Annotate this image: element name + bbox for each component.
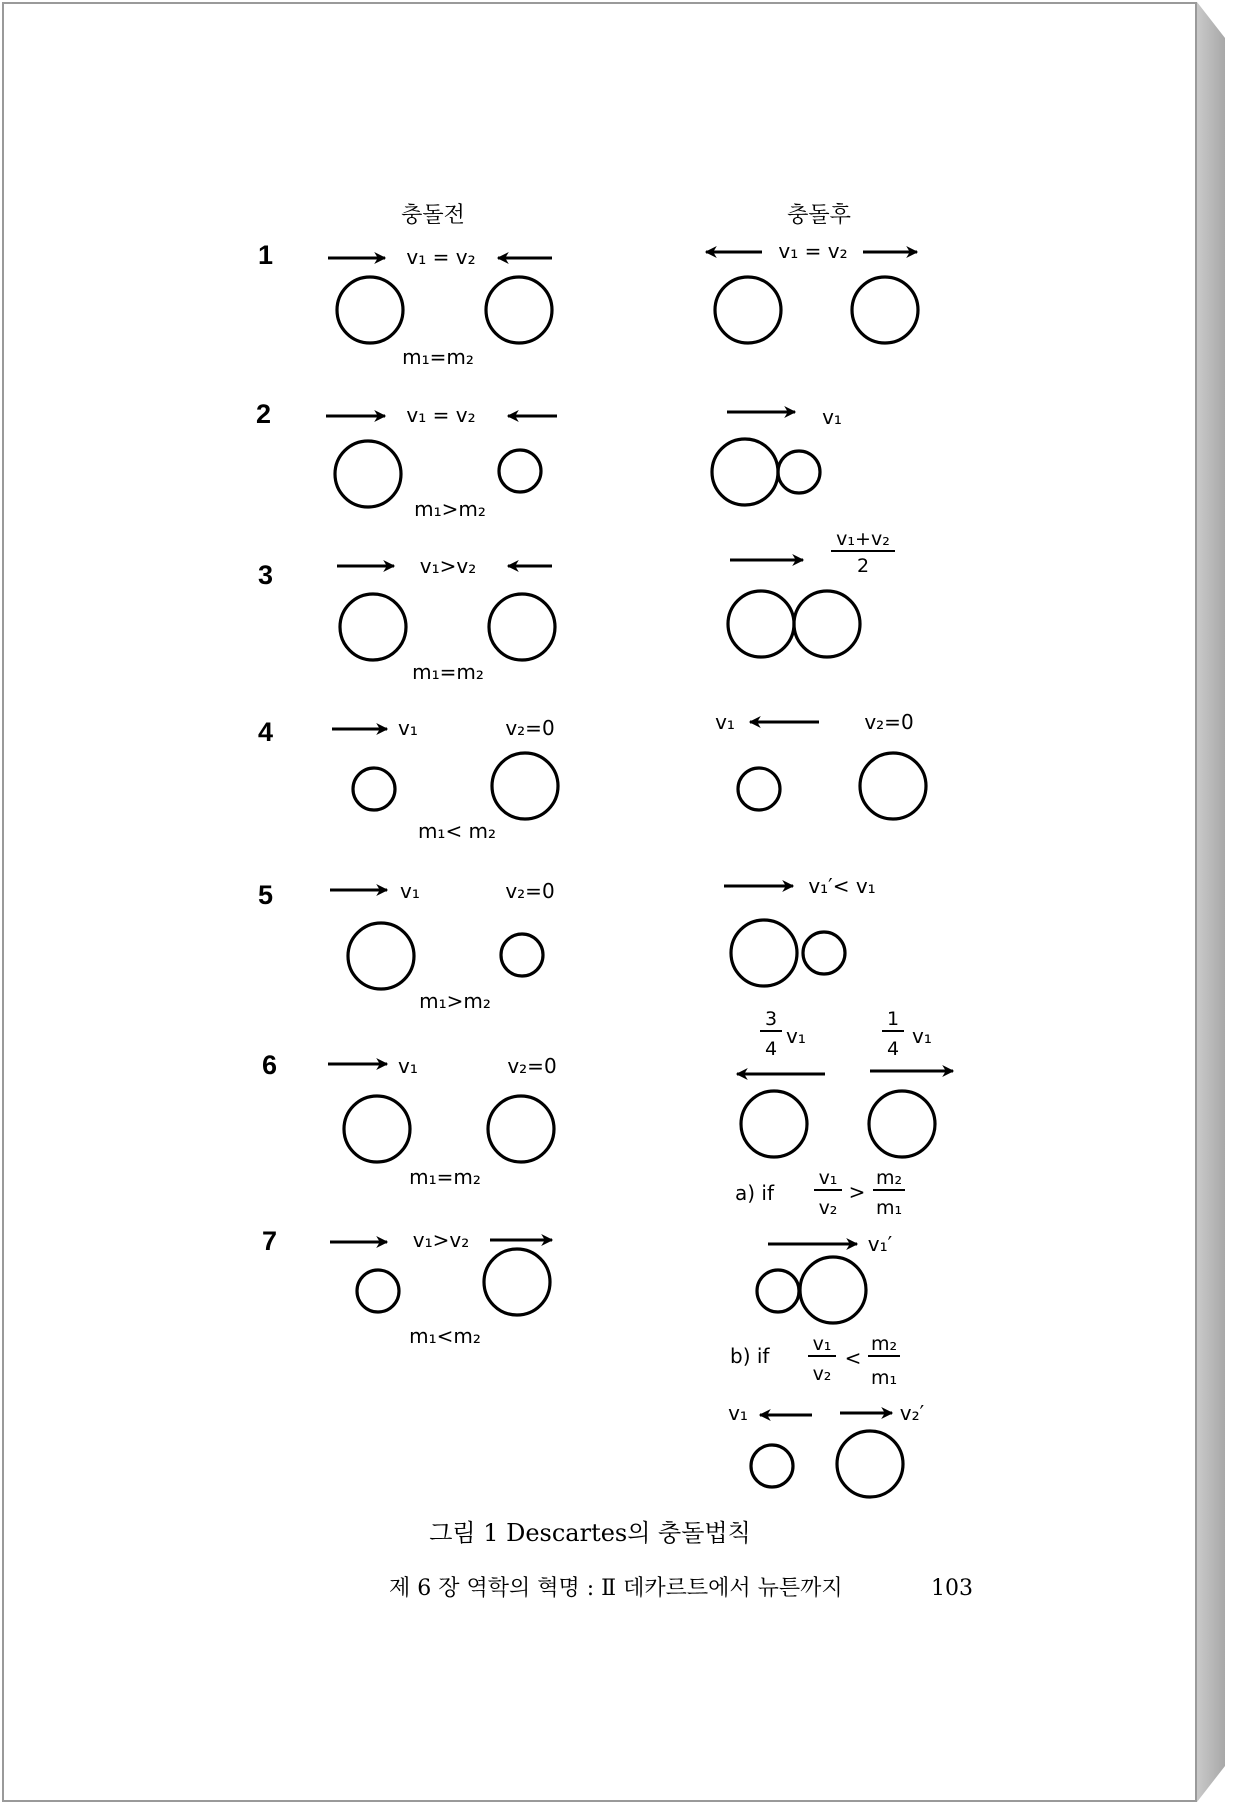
velocity-label: v₁ = v₂: [406, 245, 476, 269]
ball-m2: [869, 1091, 935, 1157]
ball-m2: [489, 594, 555, 660]
fraction-numerator: v₁: [818, 1167, 838, 1189]
comparison-operator: <: [844, 1346, 862, 1370]
fraction-denominator: m₁: [875, 1197, 903, 1219]
velocity-v1: v₁: [400, 879, 420, 903]
ball-m1: [757, 1270, 799, 1312]
mass-relation: m₁=m₂: [409, 1165, 481, 1189]
ball-m1: [353, 768, 395, 810]
velocity-v1: v₁: [786, 1024, 806, 1048]
ball-m2: [803, 932, 845, 974]
ball-m1: [344, 1096, 410, 1162]
mass-relation: m₁<m₂: [409, 1324, 481, 1348]
ball-m2: [501, 934, 543, 976]
row-6: [262, 1008, 953, 1189]
ball-m1: [731, 920, 797, 986]
fraction-numerator: 1: [886, 1008, 900, 1030]
ball-m2: [486, 277, 552, 343]
comparison-operator: >: [848, 1180, 866, 1204]
velocity-label: v₁′< v₁: [808, 874, 876, 898]
ball-m1: [348, 923, 414, 989]
fraction-denominator: 4: [886, 1038, 900, 1060]
row-7: [262, 1167, 925, 1497]
mass-relation: m₁>m₂: [414, 497, 486, 521]
velocity-v1: v₁: [912, 1024, 932, 1048]
velocity-v1: v₁: [728, 1401, 748, 1425]
row-number: 2: [256, 399, 272, 429]
row-2: [256, 399, 842, 521]
fraction-numerator: 3: [764, 1008, 778, 1030]
row-number: 6: [262, 1050, 278, 1080]
fraction-numerator: m₂: [870, 1333, 898, 1355]
velocity-v2: v₂=0: [505, 716, 555, 740]
ball-m1: [741, 1091, 807, 1157]
ball-m1: [738, 768, 780, 810]
ball-m1: [715, 277, 781, 343]
velocity-v1: v₁: [398, 716, 418, 740]
ball-m2: [860, 753, 926, 819]
fraction-denominator: m₁: [870, 1367, 898, 1389]
row-4: [258, 710, 926, 843]
case-prefix: b) if: [730, 1344, 770, 1368]
row-number: 7: [262, 1226, 278, 1256]
running-footer-chapter: 제 6 장 역학의 혁명 : Ⅱ 데카르트에서 뉴튼까지: [389, 1576, 843, 1601]
fraction-denominator: v₂: [818, 1197, 838, 1219]
ball-m2: [837, 1431, 903, 1497]
row-number: 3: [258, 560, 274, 590]
fraction-numerator: m₂: [875, 1167, 903, 1189]
ball-m2: [794, 591, 860, 657]
fraction-numerator: v₁+v₂: [836, 528, 890, 550]
mass-relation: m₁>m₂: [419, 989, 491, 1013]
row-5: [258, 874, 876, 1013]
ball-m1: [337, 277, 403, 343]
ball-m1: [751, 1445, 793, 1487]
velocity-label: v₁: [822, 405, 842, 429]
case-b: [728, 1333, 925, 1497]
case-a: [735, 1167, 905, 1323]
velocity-label: v₁ = v₂: [778, 239, 848, 263]
ball-m1: [335, 441, 401, 507]
row-number: 1: [258, 240, 274, 270]
row-1: [258, 239, 918, 369]
row-number: 5: [258, 880, 274, 910]
ball-m1: [357, 1270, 399, 1312]
mass-relation: m₁< m₂: [417, 819, 497, 843]
ball-m1: [728, 591, 794, 657]
row-3: [258, 528, 895, 684]
fraction-numerator: v₁: [812, 1333, 832, 1355]
velocity-v2: v₂=0: [505, 879, 555, 903]
page-number: 103: [931, 1576, 973, 1601]
ball-m2: [492, 753, 558, 819]
ball-m2: [800, 1257, 866, 1323]
ball-m2: [852, 277, 918, 343]
velocity-v2: v₂′: [899, 1401, 925, 1425]
velocity-label: v₁>v₂: [419, 554, 477, 578]
velocity-label: v₁ = v₂: [406, 403, 476, 427]
fraction-denominator: 4: [764, 1038, 778, 1060]
mass-relation: m₁=m₂: [412, 660, 484, 684]
mass-relation: m₁=m₂: [402, 345, 474, 369]
velocity-v2: v₂=0: [864, 710, 914, 734]
ball-m2: [778, 451, 820, 493]
row-number: 4: [258, 717, 274, 747]
header-before-collision: 충돌전: [401, 203, 465, 228]
velocity-label: v₁>v₂: [412, 1228, 470, 1252]
velocity-label: v₁′: [867, 1232, 893, 1256]
velocity-v1: v₁: [398, 1054, 418, 1078]
velocity-v1: v₁: [715, 710, 735, 734]
ball-m2: [499, 450, 541, 492]
fraction-denominator: v₂: [812, 1363, 832, 1385]
case-prefix: a) if: [735, 1181, 775, 1205]
ball-m1: [340, 594, 406, 660]
figure-caption: 그림 1 Descartes의 충돌법칙: [429, 1519, 751, 1547]
fraction-denominator: 2: [856, 555, 870, 577]
velocity-v2: v₂=0: [507, 1054, 557, 1078]
ball-m2: [488, 1096, 554, 1162]
ball-m2: [484, 1249, 550, 1315]
ball-m1: [712, 439, 778, 505]
header-after-collision: 충돌후: [787, 203, 851, 228]
